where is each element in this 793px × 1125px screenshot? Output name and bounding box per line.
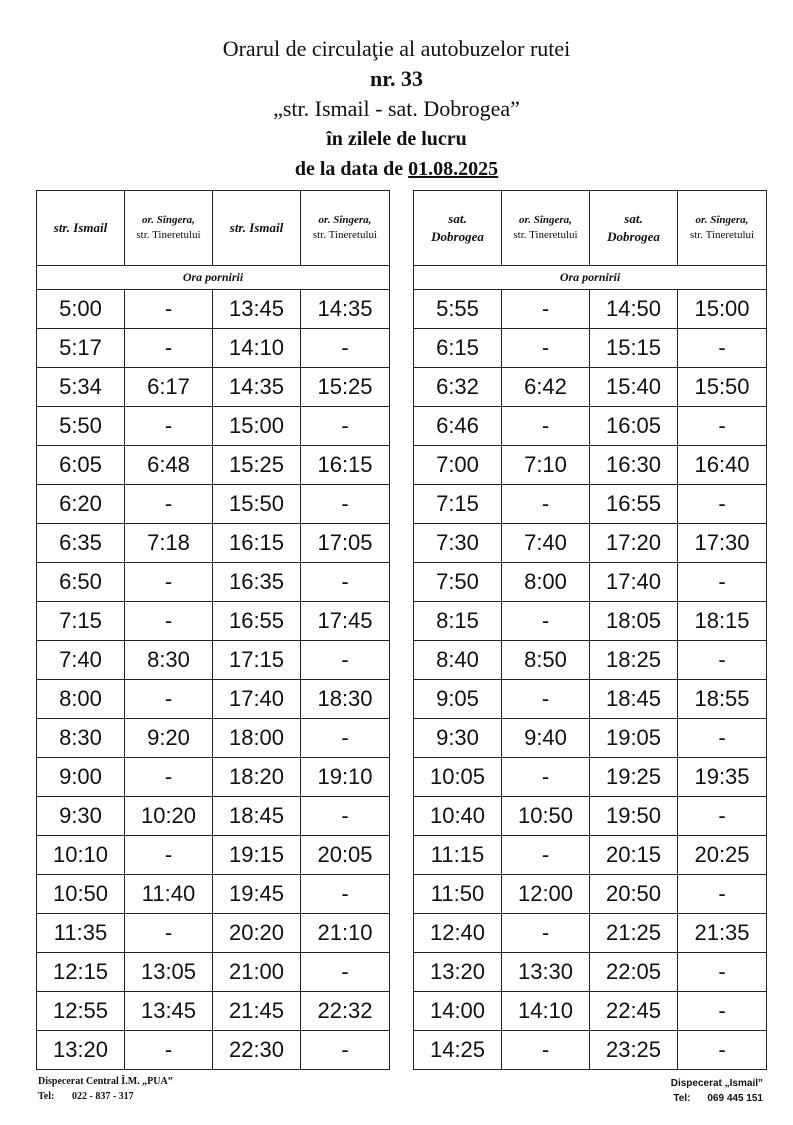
table-row [37, 407, 390, 446]
departure-time-cell: - [678, 992, 767, 1031]
departure-time-cell: 9:30 [37, 797, 125, 836]
departure-time-cell: - [502, 290, 590, 329]
footer-dispatch-central [38, 1074, 173, 1104]
departure-time-cell: 6:50 [37, 563, 125, 602]
column-header-stop [502, 191, 590, 266]
departure-time-cell: 13:30 [502, 953, 590, 992]
departure-time-cell: 7:40 [37, 641, 125, 680]
departure-time-cell: 10:40 [414, 797, 502, 836]
departure-time-cell: 16:30 [590, 446, 678, 485]
table-row [37, 641, 390, 680]
stop-name-line2: str. Tineretului [689, 229, 755, 241]
departure-time-cell: 17:45 [301, 602, 390, 641]
departure-time-cell: 20:50 [590, 875, 678, 914]
stop-name-line2: str. Tineretului [312, 229, 378, 241]
table-row [414, 992, 767, 1031]
table-row [37, 1031, 390, 1070]
departure-time-cell: 7:00 [414, 446, 502, 485]
effective-date [0, 154, 793, 184]
column-header-stop [37, 191, 125, 266]
departure-time-cell: 14:10 [213, 329, 301, 368]
departure-time-cell: - [678, 407, 767, 446]
departure-time-cell: - [502, 758, 590, 797]
table-row [414, 875, 767, 914]
timetable-header-row [37, 191, 390, 266]
departure-time-cell: 8:00 [37, 680, 125, 719]
departure-time-cell: 22:45 [590, 992, 678, 1031]
departure-time-cell: 11:15 [414, 836, 502, 875]
departure-time-cell: - [678, 329, 767, 368]
timetable-left [36, 190, 390, 1070]
route-number: nr. 33 [370, 66, 423, 91]
column-header-stop [213, 191, 301, 266]
departure-time-cell: - [125, 836, 213, 875]
column-header-stop [125, 191, 213, 266]
departure-time-cell: - [502, 329, 590, 368]
departure-time-cell: 15:00 [678, 290, 767, 329]
stop-name-line1: sat. [624, 211, 643, 226]
departure-time-cell: 18:00 [213, 719, 301, 758]
timetable-header-row [414, 191, 767, 266]
departure-time-cell: 16:05 [590, 407, 678, 446]
departure-time-cell: 8:30 [125, 641, 213, 680]
table-row [37, 446, 390, 485]
departure-time-cell: - [301, 563, 390, 602]
dispatch-ismail-phone: 069 445 151 [707, 1093, 763, 1104]
departure-time-cell: 19:45 [213, 875, 301, 914]
table-row [414, 290, 767, 329]
departure-time-cell: 15:25 [301, 368, 390, 407]
table-row [37, 797, 390, 836]
departure-time-cell: 21:45 [213, 992, 301, 1031]
table-row [414, 680, 767, 719]
departure-time-cell: 15:50 [678, 368, 767, 407]
departure-time-cell: 16:40 [678, 446, 767, 485]
departure-time-cell: 19:35 [678, 758, 767, 797]
departure-time-cell: - [502, 602, 590, 641]
departure-time-cell: - [502, 680, 590, 719]
departure-time-cell: 18:15 [678, 602, 767, 641]
departure-time-cell: 14:35 [301, 290, 390, 329]
departure-time-cell: 10:10 [37, 836, 125, 875]
departure-time-cell: 11:35 [37, 914, 125, 953]
departure-time-cell: - [125, 680, 213, 719]
departure-time-cell: 8:15 [414, 602, 502, 641]
table-row [37, 290, 390, 329]
departure-time-cell: 18:45 [590, 680, 678, 719]
departure-time-cell: - [125, 914, 213, 953]
departure-time-cell: 7:15 [37, 602, 125, 641]
departure-time-label: Ora pornirii [414, 266, 767, 290]
departure-time-cell: 19:50 [590, 797, 678, 836]
departure-time-cell: 16:55 [213, 602, 301, 641]
departure-time-cell: 9:40 [502, 719, 590, 758]
departure-time-cell: 8:50 [502, 641, 590, 680]
stop-name-line1: or. Sîngera, [142, 214, 195, 226]
departure-time-cell: 12:40 [414, 914, 502, 953]
schedule-title: Orarul de circulaţie al autobuzelor rutei [222, 36, 571, 61]
departure-time-cell: 19:25 [590, 758, 678, 797]
departure-time-cell: 22:05 [590, 953, 678, 992]
departure-time-cell: 21:10 [301, 914, 390, 953]
effective-date-value: 01.08.2025 [408, 158, 499, 180]
table-row [414, 524, 767, 563]
column-header-stop [414, 191, 502, 266]
departure-time-cell: - [125, 407, 213, 446]
departure-time-cell: 9:05 [414, 680, 502, 719]
departure-time-cell: - [125, 329, 213, 368]
departure-time-cell: - [502, 407, 590, 446]
departure-time-cell: 10:05 [414, 758, 502, 797]
departure-time-cell: - [678, 953, 767, 992]
departure-time-cell: 6:20 [37, 485, 125, 524]
departure-time-cell: 20:25 [678, 836, 767, 875]
stop-name-line1: or. Sîngera, [695, 214, 749, 226]
departure-time-cell: 17:15 [213, 641, 301, 680]
departure-time-cell: 13:20 [37, 1031, 125, 1070]
departure-time-cell: 15:50 [213, 485, 301, 524]
departure-time-cell: 9:00 [37, 758, 125, 797]
departure-time-cell: 16:35 [213, 563, 301, 602]
table-row [37, 524, 390, 563]
table-row [414, 1031, 767, 1070]
departure-time-cell: 5:34 [37, 368, 125, 407]
departure-time-cell: - [301, 329, 390, 368]
effective-date-prefix: de la data de [294, 158, 409, 180]
subheader-row [37, 266, 390, 290]
departure-time-cell: 7:50 [414, 563, 502, 602]
departure-time-cell: 9:30 [414, 719, 502, 758]
table-row [37, 329, 390, 368]
departure-time-cell: 20:05 [301, 836, 390, 875]
departure-time-cell: 20:15 [590, 836, 678, 875]
departure-time-cell: 8:40 [414, 641, 502, 680]
departure-time-cell: 11:50 [414, 875, 502, 914]
departure-time-cell: 18:25 [590, 641, 678, 680]
departure-time-cell: - [125, 563, 213, 602]
column-header-stop [590, 191, 678, 266]
table-row [414, 719, 767, 758]
departure-time-cell: - [678, 563, 767, 602]
departure-time-cell: 13:05 [125, 953, 213, 992]
departure-time-cell: - [301, 1031, 390, 1070]
departure-time-cell: - [678, 641, 767, 680]
footer-dispatch-ismail [671, 1076, 763, 1106]
departure-time-cell: 6:35 [37, 524, 125, 563]
phone-label: Tel: [673, 1093, 691, 1104]
table-row [37, 602, 390, 641]
departure-time-cell: 18:55 [678, 680, 767, 719]
departure-time-cell: - [125, 602, 213, 641]
departure-time-cell: - [678, 797, 767, 836]
stop-name-line2: str. Tineretului [513, 229, 578, 241]
departure-time-cell: 5:50 [37, 407, 125, 446]
table-row [414, 563, 767, 602]
departure-time-cell: 12:15 [37, 953, 125, 992]
departure-time-cell: 14:50 [590, 290, 678, 329]
departure-time-cell: 17:20 [590, 524, 678, 563]
table-row [414, 602, 767, 641]
departure-time-cell: - [502, 836, 590, 875]
departure-time-cell: 10:50 [37, 875, 125, 914]
table-row [37, 836, 390, 875]
departure-time-cell: 12:55 [37, 992, 125, 1031]
column-header-stop [678, 191, 767, 266]
departure-time-cell: 7:18 [125, 524, 213, 563]
departure-time-cell: 7:15 [414, 485, 502, 524]
departure-time-cell: 23:25 [590, 1031, 678, 1070]
phone-label: Tel: [38, 1091, 55, 1102]
route-name: „str. Ismail - sat. Dobrogea” [273, 96, 520, 121]
departure-time-cell: 17:40 [213, 680, 301, 719]
departure-time-cell: 12:00 [502, 875, 590, 914]
departure-time-cell: 17:40 [590, 563, 678, 602]
table-row [37, 680, 390, 719]
timetable-right [413, 190, 767, 1070]
departure-time-cell: 14:35 [213, 368, 301, 407]
departure-time-cell: - [301, 407, 390, 446]
departure-time-cell: 18:45 [213, 797, 301, 836]
departure-time-cell: 17:05 [301, 524, 390, 563]
stop-name-line2: str. Tineretului [136, 229, 201, 241]
departure-time-cell: 6:46 [414, 407, 502, 446]
departure-time-cell: - [502, 1031, 590, 1070]
departure-time-cell: 7:30 [414, 524, 502, 563]
table-row [414, 758, 767, 797]
stop-name-line1: or. Sîngera, [519, 214, 572, 226]
departure-time-cell: - [301, 953, 390, 992]
stop-name-line2: Dobrogea [431, 229, 484, 244]
table-row [37, 563, 390, 602]
stop-name-line1: sat. [448, 211, 467, 226]
departure-time-cell: - [502, 485, 590, 524]
departure-time-cell: - [125, 485, 213, 524]
departure-time-cell: - [678, 875, 767, 914]
dispatch-central-name: Dispecerat Central Î.M. „PUA” [38, 1076, 173, 1087]
departure-time-cell: 14:10 [502, 992, 590, 1031]
departure-time-cell: 11:40 [125, 875, 213, 914]
departure-time-cell: 19:15 [213, 836, 301, 875]
table-row [414, 407, 767, 446]
departure-time-cell: 18:30 [301, 680, 390, 719]
departure-time-cell: 9:20 [125, 719, 213, 758]
departure-time-cell: 22:32 [301, 992, 390, 1031]
departure-time-cell: 13:45 [125, 992, 213, 1031]
dispatch-ismail-phone-line [671, 1091, 763, 1106]
departure-time-cell: - [678, 719, 767, 758]
departure-time-cell: 10:20 [125, 797, 213, 836]
stop-name-line2: Dobrogea [607, 229, 660, 244]
table-row [37, 992, 390, 1031]
departure-time-cell: 6:42 [502, 368, 590, 407]
departure-time-cell: 6:48 [125, 446, 213, 485]
departure-time-cell: 14:00 [414, 992, 502, 1031]
departure-time-cell: - [678, 1031, 767, 1070]
table-row [414, 797, 767, 836]
dispatch-central-phone: 022 - 837 - 317 [72, 1091, 134, 1102]
departure-time-cell: 8:30 [37, 719, 125, 758]
departure-time-cell: 16:15 [213, 524, 301, 563]
departure-time-cell: 19:05 [590, 719, 678, 758]
departure-time-cell: 16:55 [590, 485, 678, 524]
departure-time-cell: - [125, 758, 213, 797]
departure-time-cell: - [301, 719, 390, 758]
departure-time-cell: 21:35 [678, 914, 767, 953]
table-row [414, 836, 767, 875]
departure-time-cell: 22:30 [213, 1031, 301, 1070]
departure-time-cell: 18:05 [590, 602, 678, 641]
table-row [37, 953, 390, 992]
departure-time-cell: 8:00 [502, 563, 590, 602]
table-row [414, 329, 767, 368]
table-row [37, 485, 390, 524]
departure-time-cell: 6:05 [37, 446, 125, 485]
departure-time-cell: - [678, 485, 767, 524]
dispatch-central-phone-line [38, 1089, 173, 1104]
stop-name-line1: str. Ismail [229, 220, 284, 235]
departure-time-cell: 15:00 [213, 407, 301, 446]
column-header-stop [301, 191, 390, 266]
departure-time-cell: - [125, 1031, 213, 1070]
departure-time-cell: - [301, 485, 390, 524]
departure-time-cell: 20:20 [213, 914, 301, 953]
departure-time-cell: 10:50 [502, 797, 590, 836]
departure-time-cell: 21:00 [213, 953, 301, 992]
table-row [414, 368, 767, 407]
subheader-row [414, 266, 767, 290]
departure-time-cell: 7:40 [502, 524, 590, 563]
table-row [414, 914, 767, 953]
departure-time-cell: - [502, 914, 590, 953]
departure-time-cell: 15:15 [590, 329, 678, 368]
departure-time-cell: 19:10 [301, 758, 390, 797]
table-row [37, 758, 390, 797]
table-row [37, 368, 390, 407]
departure-time-cell: 15:25 [213, 446, 301, 485]
table-row [37, 875, 390, 914]
schedule-header [0, 34, 793, 184]
dispatch-ismail-name: Dispecerat „Ismail” [670, 1078, 763, 1089]
table-row [414, 641, 767, 680]
table-row [414, 446, 767, 485]
departure-time-cell: 16:15 [301, 446, 390, 485]
table-row [37, 719, 390, 758]
departure-time-cell: - [301, 797, 390, 836]
departure-time-cell: 7:10 [502, 446, 590, 485]
table-row [37, 914, 390, 953]
departure-time-cell: 5:55 [414, 290, 502, 329]
departure-time-cell: - [125, 290, 213, 329]
departure-time-cell: 21:25 [590, 914, 678, 953]
table-row [414, 953, 767, 992]
departure-time-cell: 6:17 [125, 368, 213, 407]
departure-time-cell: 5:00 [37, 290, 125, 329]
departure-time-cell: 13:20 [414, 953, 502, 992]
departure-time-cell: - [301, 641, 390, 680]
table-row [414, 485, 767, 524]
departure-time-cell: 15:40 [590, 368, 678, 407]
schedule-days: în zilele de lucru [326, 128, 467, 150]
departure-time-cell: 5:17 [37, 329, 125, 368]
departure-time-cell: 14:25 [414, 1031, 502, 1070]
departure-time-cell: 13:45 [213, 290, 301, 329]
departure-time-label: Ora pornirii [37, 266, 390, 290]
stop-name-line1: str. Ismail [53, 220, 108, 235]
departure-time-cell: - [301, 875, 390, 914]
departure-time-cell: 6:15 [414, 329, 502, 368]
departure-time-cell: 6:32 [414, 368, 502, 407]
departure-time-cell: 18:20 [213, 758, 301, 797]
stop-name-line1: or. Sîngera, [318, 214, 372, 226]
departure-time-cell: 17:30 [678, 524, 767, 563]
